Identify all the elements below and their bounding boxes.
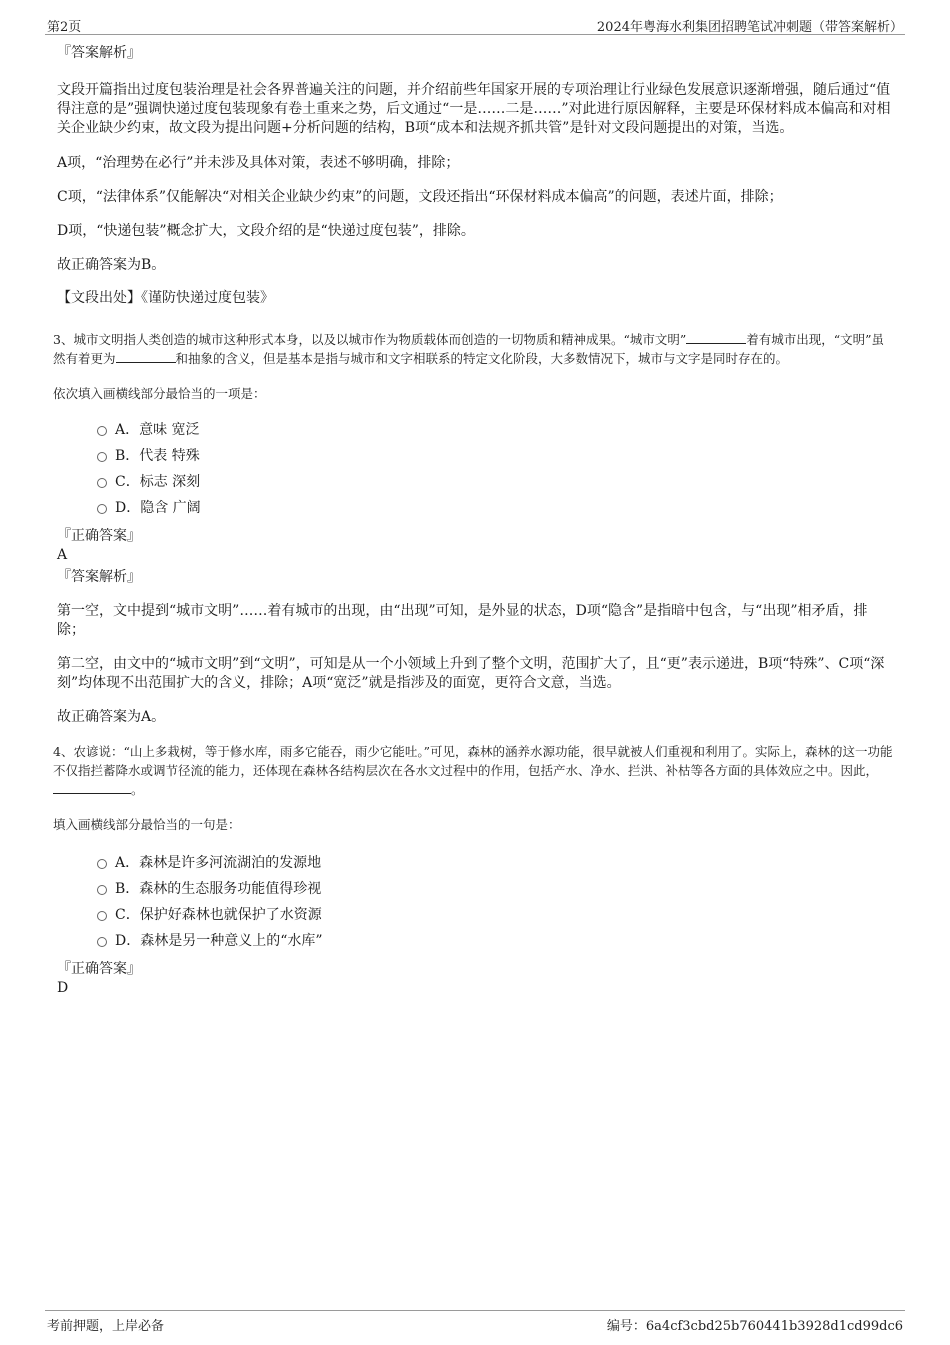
radio-icon[interactable]	[97, 478, 107, 488]
q3-stem-part2: 着有城市出现，“文明”虽然有着更为	[53, 332, 885, 366]
footer-slogan: 考前押题，上岸必备	[47, 1319, 165, 1334]
q4-stem-part1: 4、农谚说：“山上多栽树，等于修水库，雨多它能吞，雨少它能吐。”可见，森林的涵养水源功能，很早就被人们重视和利用了。实际上，森林的这一功能不仅指拦蓄降水或调节径流的能力，还体现在森林各结构层次在各水文过程中的作用，包括产水、净水、拦洪、补枯等各方面的具体效应之中。因此，	[53, 744, 893, 778]
q4-option-d-label: D．森林是另一种意义上的“水库”	[115, 933, 323, 949]
q4-option-b-label: B．森林的生态服务功能值得珍视	[115, 881, 322, 897]
q3-option-a-label: A．意味 宽泛	[115, 422, 200, 438]
q3-options	[97, 417, 895, 521]
radio-icon[interactable]	[97, 859, 107, 869]
q2-analysis-para: 文段开篇指出过度包装治理是社会各界普遍关注的问题，并介绍前些年国家开展的专项治理让行业绿色发展意识逐渐增强，随后通过“值得注意的是”强调快递过度包装现象有卷土重来之势，后文通过“一是……二是……”对此进行原因解释，主要是环保材料成本偏高和对相关企业缺少约束，故文段为提出问题+分析问题的结构，B项“成本和法规齐抓共管”是针对文段问题提出的对策，当选。	[57, 82, 891, 136]
q2-analysis-option-a: A项，“治理势在必行”并未涉及具体对策，表述不够明确，排除；	[57, 155, 460, 171]
q3-option-c[interactable]	[97, 469, 895, 495]
radio-icon[interactable]	[97, 911, 107, 921]
q4-stem	[53, 742, 895, 799]
page-content	[53, 44, 895, 998]
q4-instruction: 填入画横线部分最恰当的一句是：	[53, 817, 241, 832]
q4-blank	[53, 781, 131, 794]
q3-stem-part1: 3、城市文明指人类创造的城市这种形式本身，以及以城市作为物质载体而创造的一切物质和精神成果。“城市文明”	[53, 332, 687, 347]
q2-analysis-option-c: C项，“法律体系”仅能解决“对相关企业缺少约束”的问题，文段还指出“环保材料成本偏高”的问题，表述片面，排除；	[57, 189, 783, 205]
q2-source: 【文段出处】《谨防快递过度包装》	[57, 290, 274, 306]
q2-analysis-option-d: D项，“快递包装”概念扩大，文段介绍的是“快递过度包装”，排除。	[57, 223, 475, 239]
q3-option-b-label: B．代表 特殊	[115, 448, 200, 464]
q3-analysis-2: 第二空，由文中的“城市文明”到“文明”，可知是从一个小领域上升到了整个文明，范围扩大了，且“更”表示递进，B项“特殊”、C项“深刻”均体现不出范围扩大的含义，排除；A项“宽泛”就是指涉及的面宽，更符合文意，当选。	[57, 656, 885, 691]
page-header	[45, 12, 905, 35]
q4-answer-label: 『正确答案』	[57, 961, 141, 977]
q4-option-b[interactable]	[97, 876, 895, 902]
radio-icon[interactable]	[97, 937, 107, 947]
q4-option-a[interactable]	[97, 850, 895, 876]
radio-icon[interactable]	[97, 452, 107, 462]
document-title: 2024年粤海水利集团招聘笔试冲刺题（带答案解析）	[596, 20, 903, 35]
q3-stem	[53, 330, 895, 368]
page-footer	[45, 1310, 905, 1335]
q4-answer: D	[57, 980, 69, 996]
q3-blank-1	[686, 331, 746, 344]
q3-option-d[interactable]	[97, 495, 895, 521]
q3-option-a[interactable]	[97, 417, 895, 443]
q4-stem-part2: 。	[131, 782, 144, 797]
page-number: 第2页	[47, 20, 82, 35]
q4-options	[97, 850, 895, 954]
q4-option-a-label: A．森林是许多河流湖泊的发源地	[115, 855, 322, 871]
footer-serial: 编号：6a4cf3cbd25b760441b3928d1cd99dc6	[606, 1319, 903, 1334]
q2-analysis-label: 『答案解析』	[57, 45, 141, 61]
q3-blank-2	[116, 350, 176, 363]
q3-option-c-label: C．标志 深刻	[115, 474, 201, 490]
q3-conclusion: 故正确答案为A。	[57, 709, 166, 725]
q3-option-d-label: D．隐含 广阔	[115, 500, 201, 516]
q4-option-d[interactable]	[97, 928, 895, 954]
q3-option-b[interactable]	[97, 443, 895, 469]
q3-answer-label: 『正确答案』	[57, 528, 141, 544]
radio-icon[interactable]	[97, 885, 107, 895]
q4-option-c-label: C．保护好森林也就保护了水资源	[115, 907, 322, 923]
radio-icon[interactable]	[97, 426, 107, 436]
q3-analysis-1: 第一空，文中提到“城市文明”……着有城市的出现，由“出现”可知，是外显的状态，D项“隐含”是指暗中包含，与“出现”相矛盾，排除；	[57, 603, 868, 638]
q3-instruction: 依次填入画横线部分最恰当的一项是：	[53, 386, 266, 401]
q3-analysis-label: 『答案解析』	[57, 569, 141, 585]
radio-icon[interactable]	[97, 504, 107, 514]
q2-conclusion: 故正确答案为B。	[57, 257, 166, 273]
q4-option-c[interactable]	[97, 902, 895, 928]
q3-stem-part3: 和抽象的含义，但是基本是指与城市和文字相联系的特定文化阶段，大多数情况下，城市与文字是同时存在的。	[175, 351, 789, 366]
q3-answer: A	[57, 547, 68, 563]
